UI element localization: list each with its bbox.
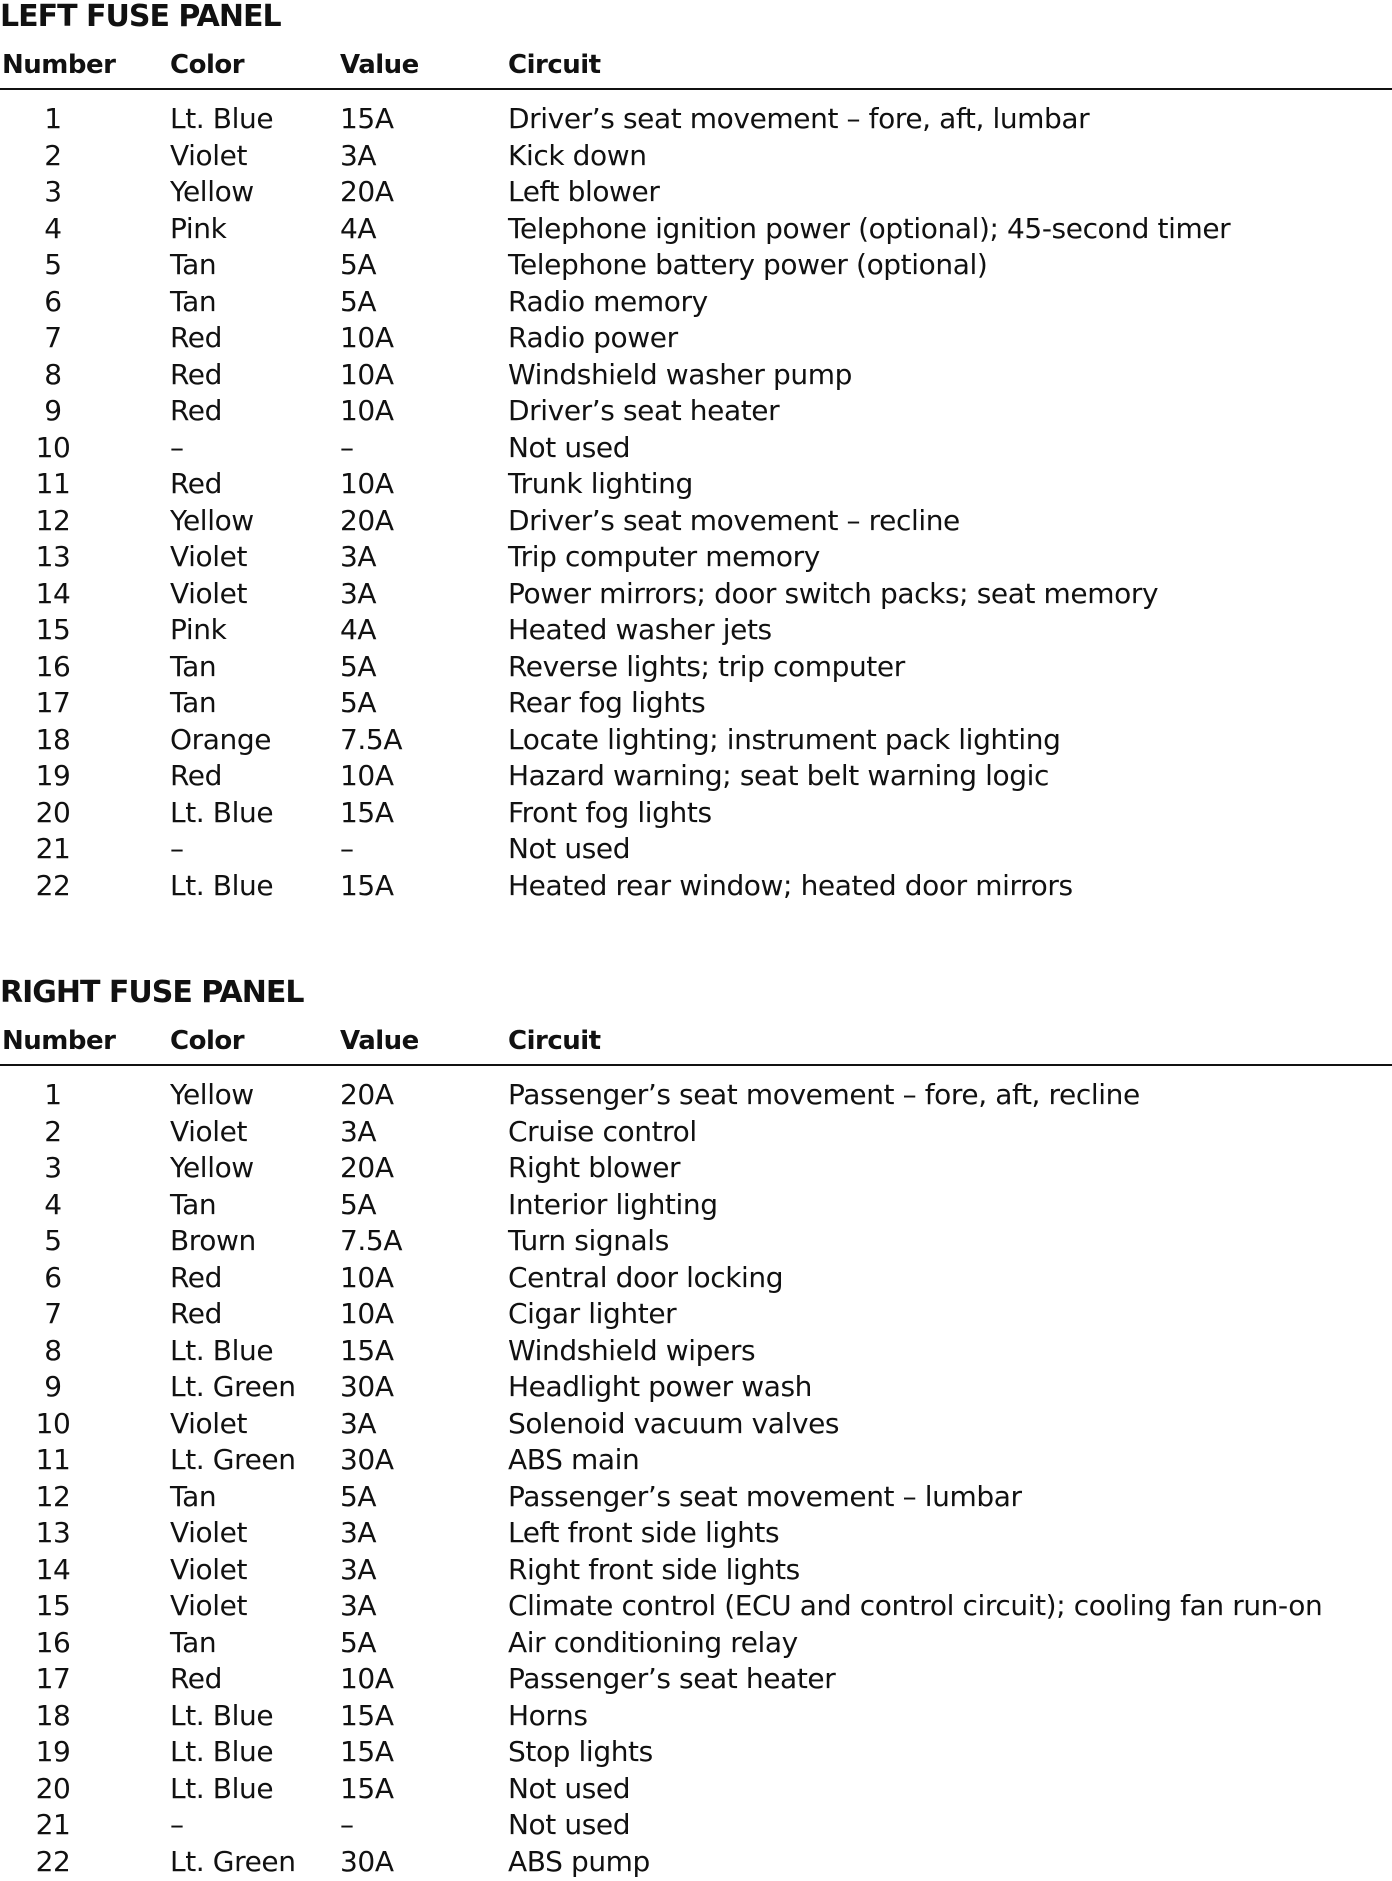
fuse-circuit: Not used xyxy=(508,1808,630,1842)
fuse-number: 22 xyxy=(10,869,96,903)
fuse-number: 2 xyxy=(10,1115,96,1149)
fuse-value: 3A xyxy=(340,1407,376,1441)
fuse-number: 4 xyxy=(10,212,96,246)
fuse-number: 19 xyxy=(10,1735,96,1769)
fuse-value: 10A xyxy=(340,1662,394,1696)
fuse-number: 7 xyxy=(10,321,96,355)
fuse-circuit: Passenger’s seat movement – fore, aft, recline xyxy=(508,1078,1140,1112)
fuse-color: Red xyxy=(170,1662,222,1696)
table-row xyxy=(0,613,1392,650)
fuse-number: 14 xyxy=(10,1553,96,1587)
fuse-circuit: Not used xyxy=(508,832,630,866)
fuse-number: 9 xyxy=(10,1370,96,1404)
fuse-color: Tan xyxy=(170,1626,216,1660)
table-row xyxy=(0,1115,1392,1152)
fuse-circuit: ABS main xyxy=(508,1443,639,1477)
fuse-value: 4A xyxy=(340,613,376,647)
fuse-number: 14 xyxy=(10,577,96,611)
fuse-number: 13 xyxy=(10,540,96,574)
fuse-value: 15A xyxy=(340,1735,394,1769)
table-row xyxy=(0,394,1392,431)
fuse-number: 8 xyxy=(10,1334,96,1368)
fuse-value: 5A xyxy=(340,248,376,282)
fuse-value: 20A xyxy=(340,1151,394,1185)
table-row xyxy=(0,248,1392,285)
fuse-color: Violet xyxy=(170,540,247,574)
fuse-color: Orange xyxy=(170,723,271,757)
table-row xyxy=(0,1553,1392,1590)
fuse-color: Lt. Blue xyxy=(170,796,273,830)
table-row xyxy=(0,759,1392,796)
fuse-color: Red xyxy=(170,394,222,428)
table-row xyxy=(0,175,1392,212)
table-header xyxy=(0,1026,1392,1066)
fuse-number: 7 xyxy=(10,1297,96,1331)
fuse-value: 5A xyxy=(340,1480,376,1514)
table-row xyxy=(0,1808,1392,1845)
table-row xyxy=(0,1735,1392,1772)
fuse-color: Lt. Green xyxy=(170,1370,296,1404)
fuse-color: Lt. Green xyxy=(170,1845,296,1879)
fuse-value: 3A xyxy=(340,1115,376,1149)
fuse-table-body xyxy=(0,1078,1392,1881)
table-row xyxy=(0,1370,1392,1407)
fuse-number: 10 xyxy=(10,431,96,465)
panel-title: RIGHT FUSE PANEL xyxy=(0,976,303,1010)
fuse-number: 22 xyxy=(10,1845,96,1879)
fuse-circuit: Hazard warning; seat belt warning logic xyxy=(508,759,1049,793)
fuse-color: Brown xyxy=(170,1224,256,1258)
header-number: Number xyxy=(2,1026,115,1056)
fuse-color: – xyxy=(170,832,184,866)
table-row xyxy=(0,1626,1392,1663)
fuse-value: 7.5A xyxy=(340,723,402,757)
fuse-color: Yellow xyxy=(170,175,254,209)
table-row xyxy=(0,1845,1392,1881)
fuse-value: 5A xyxy=(340,650,376,684)
fuse-value: 5A xyxy=(340,1626,376,1660)
fuse-color: Violet xyxy=(170,1589,247,1623)
table-row xyxy=(0,1772,1392,1809)
header-number: Number xyxy=(2,50,115,80)
fuse-number: 11 xyxy=(10,467,96,501)
fuse-number: 19 xyxy=(10,759,96,793)
fuse-circuit: Driver’s seat movement – recline xyxy=(508,504,960,538)
fuse-number: 20 xyxy=(10,1772,96,1806)
fuse-color: – xyxy=(170,1808,184,1842)
fuse-number: 20 xyxy=(10,796,96,830)
fuse-number: 12 xyxy=(10,504,96,538)
fuse-number: 18 xyxy=(10,1699,96,1733)
fuse-number: 1 xyxy=(10,102,96,136)
fuse-circuit: Passenger’s seat movement – lumbar xyxy=(508,1480,1022,1514)
fuse-number: 9 xyxy=(10,394,96,428)
fuse-color: Yellow xyxy=(170,1078,254,1112)
fuse-circuit: Telephone ignition power (optional); 45-second timer xyxy=(508,212,1230,246)
fuse-number: 21 xyxy=(10,832,96,866)
table-row xyxy=(0,832,1392,869)
fuse-number: 4 xyxy=(10,1188,96,1222)
table-row xyxy=(0,139,1392,176)
fuse-circuit: Right front side lights xyxy=(508,1553,800,1587)
fuse-value: 15A xyxy=(340,1334,394,1368)
fuse-value: 10A xyxy=(340,1261,394,1295)
fuse-circuit: Heated rear window; heated door mirrors xyxy=(508,869,1073,903)
fuse-circuit: Heated washer jets xyxy=(508,613,772,647)
fuse-circuit: Windshield wipers xyxy=(508,1334,755,1368)
fuse-circuit: Stop lights xyxy=(508,1735,653,1769)
header-value: Value xyxy=(340,50,419,80)
fuse-number: 2 xyxy=(10,139,96,173)
fuse-circuit: Front fog lights xyxy=(508,796,712,830)
table-row xyxy=(0,723,1392,760)
fuse-color: Violet xyxy=(170,1553,247,1587)
fuse-value: 10A xyxy=(340,759,394,793)
fuse-value: 3A xyxy=(340,540,376,574)
table-row xyxy=(0,1699,1392,1736)
fuse-table-body xyxy=(0,102,1392,905)
table-header xyxy=(0,50,1392,90)
fuse-value: – xyxy=(340,832,354,866)
fuse-circuit: Not used xyxy=(508,1772,630,1806)
table-row xyxy=(0,285,1392,322)
header-circuit: Circuit xyxy=(508,1026,601,1056)
fuse-number: 5 xyxy=(10,1224,96,1258)
fuse-value: 20A xyxy=(340,1078,394,1112)
table-row xyxy=(0,650,1392,687)
fuse-color: Violet xyxy=(170,139,247,173)
fuse-circuit: Air conditioning relay xyxy=(508,1626,798,1660)
fuse-circuit: Radio power xyxy=(508,321,678,355)
fuse-value: 3A xyxy=(340,1553,376,1587)
fuse-color: Lt. Blue xyxy=(170,1772,273,1806)
fuse-number: 18 xyxy=(10,723,96,757)
fuse-value: – xyxy=(340,1808,354,1842)
fuse-color: Pink xyxy=(170,613,226,647)
fuse-circuit: Climate control (ECU and control circuit); cooling fan run-on xyxy=(508,1589,1322,1623)
fuse-color: Tan xyxy=(170,650,216,684)
fuse-circuit: Central door locking xyxy=(508,1261,783,1295)
fuse-circuit: Turn signals xyxy=(508,1224,669,1258)
fuse-circuit: Left blower xyxy=(508,175,660,209)
table-row xyxy=(0,1334,1392,1371)
fuse-color: Tan xyxy=(170,1188,216,1222)
fuse-value: 10A xyxy=(340,358,394,392)
fuse-value: 15A xyxy=(340,869,394,903)
fuse-color: Yellow xyxy=(170,1151,254,1185)
fuse-value: 3A xyxy=(340,1589,376,1623)
fuse-number: 15 xyxy=(10,613,96,647)
fuse-circuit: Passenger’s seat heater xyxy=(508,1662,835,1696)
table-row xyxy=(0,1407,1392,1444)
fuse-number: 15 xyxy=(10,1589,96,1623)
table-row xyxy=(0,869,1392,906)
table-row xyxy=(0,321,1392,358)
fuse-color: Violet xyxy=(170,577,247,611)
fuse-number: 8 xyxy=(10,358,96,392)
fuse-color: Red xyxy=(170,1261,222,1295)
fuse-value: 5A xyxy=(340,285,376,319)
fuse-circuit: Trip computer memory xyxy=(508,540,820,574)
table-row xyxy=(0,1261,1392,1298)
table-row xyxy=(0,1480,1392,1517)
fuse-number: 13 xyxy=(10,1516,96,1550)
fuse-circuit: Right blower xyxy=(508,1151,680,1185)
fuse-value: 15A xyxy=(340,796,394,830)
fuse-number: 1 xyxy=(10,1078,96,1112)
table-row xyxy=(0,1078,1392,1115)
fuse-value: 30A xyxy=(340,1370,394,1404)
fuse-value: 10A xyxy=(340,467,394,501)
fuse-value: 15A xyxy=(340,1772,394,1806)
fuse-color: Violet xyxy=(170,1516,247,1550)
fuse-circuit: Kick down xyxy=(508,139,647,173)
fuse-value: 3A xyxy=(340,139,376,173)
fuse-color: Lt. Blue xyxy=(170,102,273,136)
fuse-color: Violet xyxy=(170,1407,247,1441)
header-color: Color xyxy=(170,50,244,80)
fuse-value: 15A xyxy=(340,1699,394,1733)
fuse-value: 30A xyxy=(340,1845,394,1879)
table-row xyxy=(0,1516,1392,1553)
fuse-circuit: Radio memory xyxy=(508,285,708,319)
fuse-circuit: Trunk lighting xyxy=(508,467,693,501)
fuse-circuit: Windshield washer pump xyxy=(508,358,852,392)
fuse-color: Tan xyxy=(170,248,216,282)
fuse-color: Lt. Blue xyxy=(170,1735,273,1769)
fuse-color: Red xyxy=(170,467,222,501)
fuse-value: – xyxy=(340,431,354,465)
table-row xyxy=(0,212,1392,249)
fuse-number: 12 xyxy=(10,1480,96,1514)
table-row xyxy=(0,504,1392,541)
fuse-circuit: Locate lighting; instrument pack lighting xyxy=(508,723,1060,757)
fuse-color: Lt. Green xyxy=(170,1443,296,1477)
fuse-number: 17 xyxy=(10,686,96,720)
fuse-number: 5 xyxy=(10,248,96,282)
header-value: Value xyxy=(340,1026,419,1056)
fuse-value: 4A xyxy=(340,212,376,246)
fuse-color: Pink xyxy=(170,212,226,246)
fuse-circuit: Not used xyxy=(508,431,630,465)
fuse-circuit: Rear fog lights xyxy=(508,686,705,720)
fuse-value: 10A xyxy=(340,321,394,355)
fuse-color: Lt. Blue xyxy=(170,1699,273,1733)
table-row xyxy=(0,686,1392,723)
fuse-circuit: Horns xyxy=(508,1699,588,1733)
fuse-color: Red xyxy=(170,321,222,355)
header-color: Color xyxy=(170,1026,244,1056)
table-row xyxy=(0,1297,1392,1334)
fuse-circuit: Driver’s seat heater xyxy=(508,394,779,428)
table-row xyxy=(0,1224,1392,1261)
fuse-number: 3 xyxy=(10,175,96,209)
fuse-value: 15A xyxy=(340,102,394,136)
fuse-circuit: Left front side lights xyxy=(508,1516,779,1550)
fuse-number: 3 xyxy=(10,1151,96,1185)
table-row xyxy=(0,358,1392,395)
table-row xyxy=(0,540,1392,577)
fuse-value: 20A xyxy=(340,175,394,209)
fuse-circuit: Solenoid vacuum valves xyxy=(508,1407,839,1441)
fuse-circuit: Cruise control xyxy=(508,1115,697,1149)
panel-title: LEFT FUSE PANEL xyxy=(0,0,281,34)
header-circuit: Circuit xyxy=(508,50,601,80)
table-row xyxy=(0,1188,1392,1225)
fuse-color: Yellow xyxy=(170,504,254,538)
fuse-value: 3A xyxy=(340,1516,376,1550)
fuse-value: 7.5A xyxy=(340,1224,402,1258)
fuse-number: 6 xyxy=(10,1261,96,1295)
table-row xyxy=(0,431,1392,468)
fuse-number: 21 xyxy=(10,1808,96,1842)
fuse-value: 10A xyxy=(340,1297,394,1331)
table-row xyxy=(0,1662,1392,1699)
table-row xyxy=(0,467,1392,504)
fuse-value: 3A xyxy=(340,577,376,611)
table-row xyxy=(0,1589,1392,1626)
table-row xyxy=(0,577,1392,614)
fuse-color: Tan xyxy=(170,285,216,319)
table-row xyxy=(0,796,1392,833)
fuse-circuit: ABS pump xyxy=(508,1845,650,1879)
fuse-color: Red xyxy=(170,1297,222,1331)
fuse-value: 5A xyxy=(340,1188,376,1222)
fuse-value: 30A xyxy=(340,1443,394,1477)
fuse-value: 20A xyxy=(340,504,394,538)
fuse-color: Lt. Blue xyxy=(170,869,273,903)
fuse-number: 11 xyxy=(10,1443,96,1477)
fuse-number: 16 xyxy=(10,1626,96,1660)
table-row xyxy=(0,1151,1392,1188)
fuse-color: Violet xyxy=(170,1115,247,1149)
fuse-color: Tan xyxy=(170,1480,216,1514)
table-row xyxy=(0,1443,1392,1480)
fuse-color: Tan xyxy=(170,686,216,720)
fuse-number: 16 xyxy=(10,650,96,684)
fuse-color: Red xyxy=(170,358,222,392)
fuse-number: 6 xyxy=(10,285,96,319)
fuse-number: 10 xyxy=(10,1407,96,1441)
fuse-number: 17 xyxy=(10,1662,96,1696)
fuse-circuit: Power mirrors; door switch packs; seat memory xyxy=(508,577,1158,611)
fuse-value: 10A xyxy=(340,394,394,428)
table-row xyxy=(0,102,1392,139)
fuse-value: 5A xyxy=(340,686,376,720)
fuse-color: – xyxy=(170,431,184,465)
fuse-circuit: Cigar lighter xyxy=(508,1297,676,1331)
fuse-circuit: Interior lighting xyxy=(508,1188,718,1222)
fuse-color: Red xyxy=(170,759,222,793)
fuse-circuit: Headlight power wash xyxy=(508,1370,812,1404)
fuse-circuit: Reverse lights; trip computer xyxy=(508,650,905,684)
fuse-circuit: Telephone battery power (optional) xyxy=(508,248,987,282)
fuse-circuit: Driver’s seat movement – fore, aft, lumbar xyxy=(508,102,1089,136)
fuse-color: Lt. Blue xyxy=(170,1334,273,1368)
